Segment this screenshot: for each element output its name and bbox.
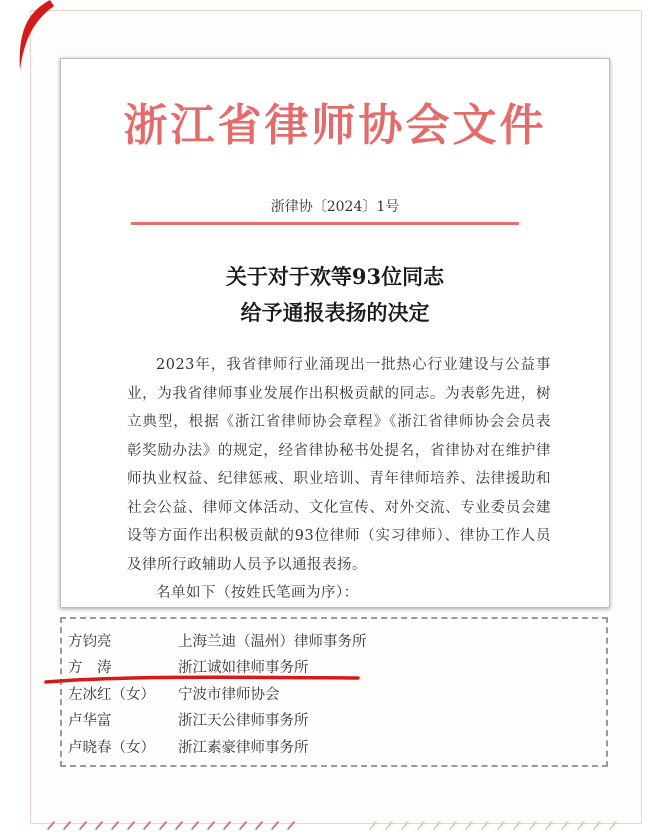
body-paragraph: 2023年，我省律师行业涌现出一批热心行业建设与公益事业，为我省律师事业发展作出积极贡献的同志。为表彰先进，树立典型，根据《浙江省律师协会章程》《浙江省律师协会会员表彰奖励办法》的规定，经省律协秘书处提名，省律协对在维护律师执业权益、纪律惩戒、职业培训、青年律师培养、法律援助和社会公益、律师文体活动、文化宣传、对外交流、专业委员会建设等方面作出积极贡献的93位律师（实习律师）、律协工作人员及律所行政辅助人员予以通报表扬。 [127, 357, 551, 573]
document-title [61, 259, 609, 331]
person-name: 方 涛 [68, 660, 112, 676]
list-item [68, 709, 309, 731]
organization: 上海兰迪（温州）律师事务所 [178, 634, 367, 650]
list-item [68, 683, 280, 705]
list-item [68, 630, 367, 652]
person-name: 卢晓春（女） [68, 740, 155, 756]
document-page [60, 58, 610, 608]
organization: 宁波市律师协会 [178, 687, 280, 703]
list-item [68, 736, 309, 758]
red-highlight-underline [42, 672, 362, 686]
person-name: 左冰红（女） [68, 687, 155, 703]
list-intro: 名单如下（按姓氏笔画为序）： [156, 585, 359, 601]
corner-swoosh-decoration [14, 0, 54, 72]
organization: 浙江素豪律师事务所 [178, 740, 309, 756]
organization: 浙江诚如律师事务所 [178, 660, 309, 676]
bottom-dash-decoration [40, 818, 630, 832]
title-line-1: 关于对于欢等93位同志 [225, 264, 445, 289]
red-separator-line [131, 222, 519, 225]
person-name: 方钧亮 [68, 634, 112, 650]
organization: 浙江天公律师事务所 [178, 713, 309, 729]
title-line-2: 给予通报表扬的决定 [240, 300, 430, 325]
document-number: 浙律协〔2024〕1号 [270, 199, 400, 215]
document-body [127, 351, 551, 608]
person-name: 卢华富 [68, 713, 112, 729]
document-header: 浙江省律师协会文件 [123, 100, 547, 151]
